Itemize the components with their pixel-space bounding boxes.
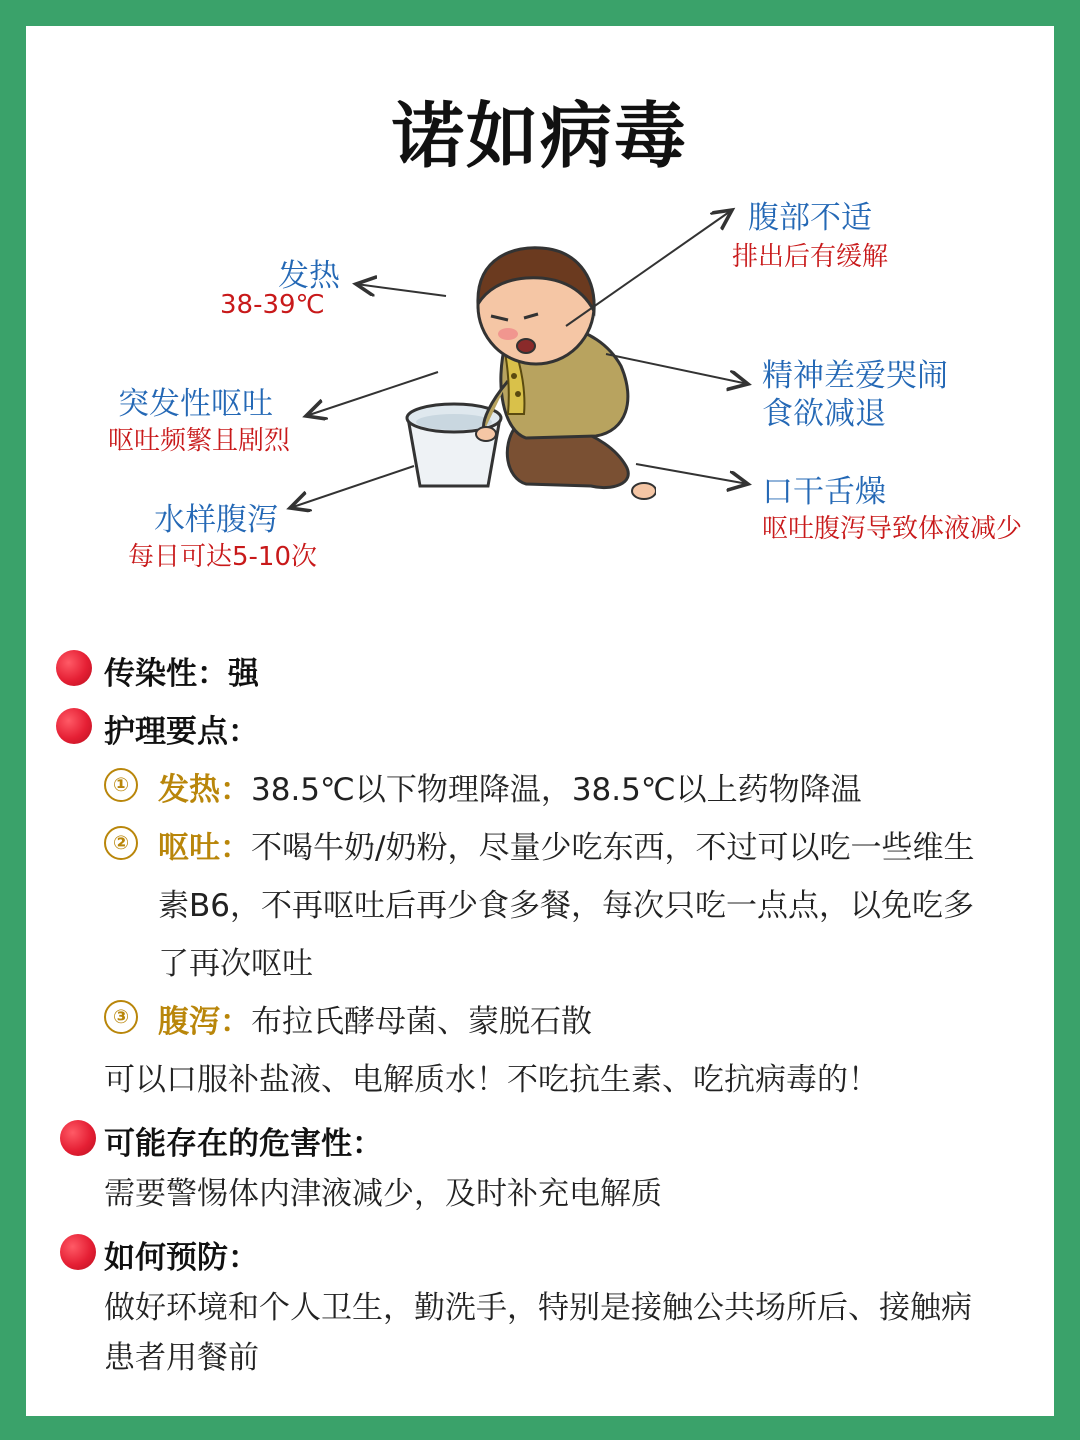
care-item-3-key: 腹泻： [158,1004,251,1040]
harm-heading: 可能存在的危害性： [104,1126,383,1162]
arrow-abdomen [566,210,732,326]
care-item-2-text: 不喝牛奶/奶粉，尽量少吃东西，不过可以吃一些维生 [251,830,975,866]
care-note: 可以口服补盐液、电解质水！不吃抗生素、吃抗病毒的！ [104,1062,879,1098]
arrow-mood [606,354,748,384]
symptom-vomit: 突发性呕吐 [118,386,273,422]
symptom-diagram [26,26,1054,626]
symptom-appetite: 食欲减退 [762,396,886,432]
symptom-fever: 发热 [278,258,340,294]
symptom-vomit-detail: 呕吐频繁且剧烈 [108,426,291,456]
info-card [26,26,1054,1416]
symptom-dry: 口干舌燥 [762,474,886,510]
care-item-2-cont2: 了再次呕吐 [158,946,313,982]
symptom-diarrhea: 水样腹泻 [154,502,278,538]
harm-text: 需要警惕体内津液减少，及时补充电解质 [104,1176,662,1212]
symptom-abdomen: 腹部不适 [748,200,872,236]
arrow-dry [636,464,748,484]
care-item-2-cont1: 素B6，不再呕吐后再少食多餐，每次只吃一点点，以免吃多 [158,888,974,924]
care-item-2-key: 呕吐： [158,830,251,866]
number-icon-3: ③ [104,1000,138,1034]
care-item-1-key: 发热： [158,772,251,808]
bullet-icon [60,1120,96,1156]
number-icon-1: ① [104,768,138,802]
care-item-3-text: 布拉氏酵母菌、蒙脱石散 [251,1004,592,1040]
symptom-dry-detail: 呕吐腹泻导致体液减少 [762,514,1023,544]
symptom-mood: 精神差爱哭闹 [762,358,948,394]
prevent-heading: 如何预防： [104,1240,259,1276]
arrow-vomit [306,372,438,416]
care-item-1 [158,764,862,809]
page-title: 诺如病毒 [391,94,688,178]
care-item-3 [158,996,592,1041]
contagion-heading: 传染性：强 [104,656,259,692]
symptom-diarrhea-detail: 每日可达5-10次 [128,542,318,572]
bullet-icon [60,1234,96,1270]
prevent-text-2: 患者用餐前 [104,1340,259,1376]
arrow-fever [356,284,446,296]
symptom-fever-detail: 38-39℃ [220,290,325,320]
arrow-diarrhea [290,466,414,508]
symptom-abdomen-detail: 排出后有缓解 [732,242,889,272]
prevent-text-1: 做好环境和个人卫生，勤洗手，特别是接触公共场所后、接触病 [104,1290,972,1326]
care-heading: 护理要点： [104,714,259,750]
bullet-icon [56,650,92,686]
care-item-2 [158,822,974,867]
care-item-1-text: 38.5℃以下物理降温，38.5℃以上药物降温 [251,772,862,808]
bullet-icon [56,708,92,744]
number-icon-2: ② [104,826,138,860]
